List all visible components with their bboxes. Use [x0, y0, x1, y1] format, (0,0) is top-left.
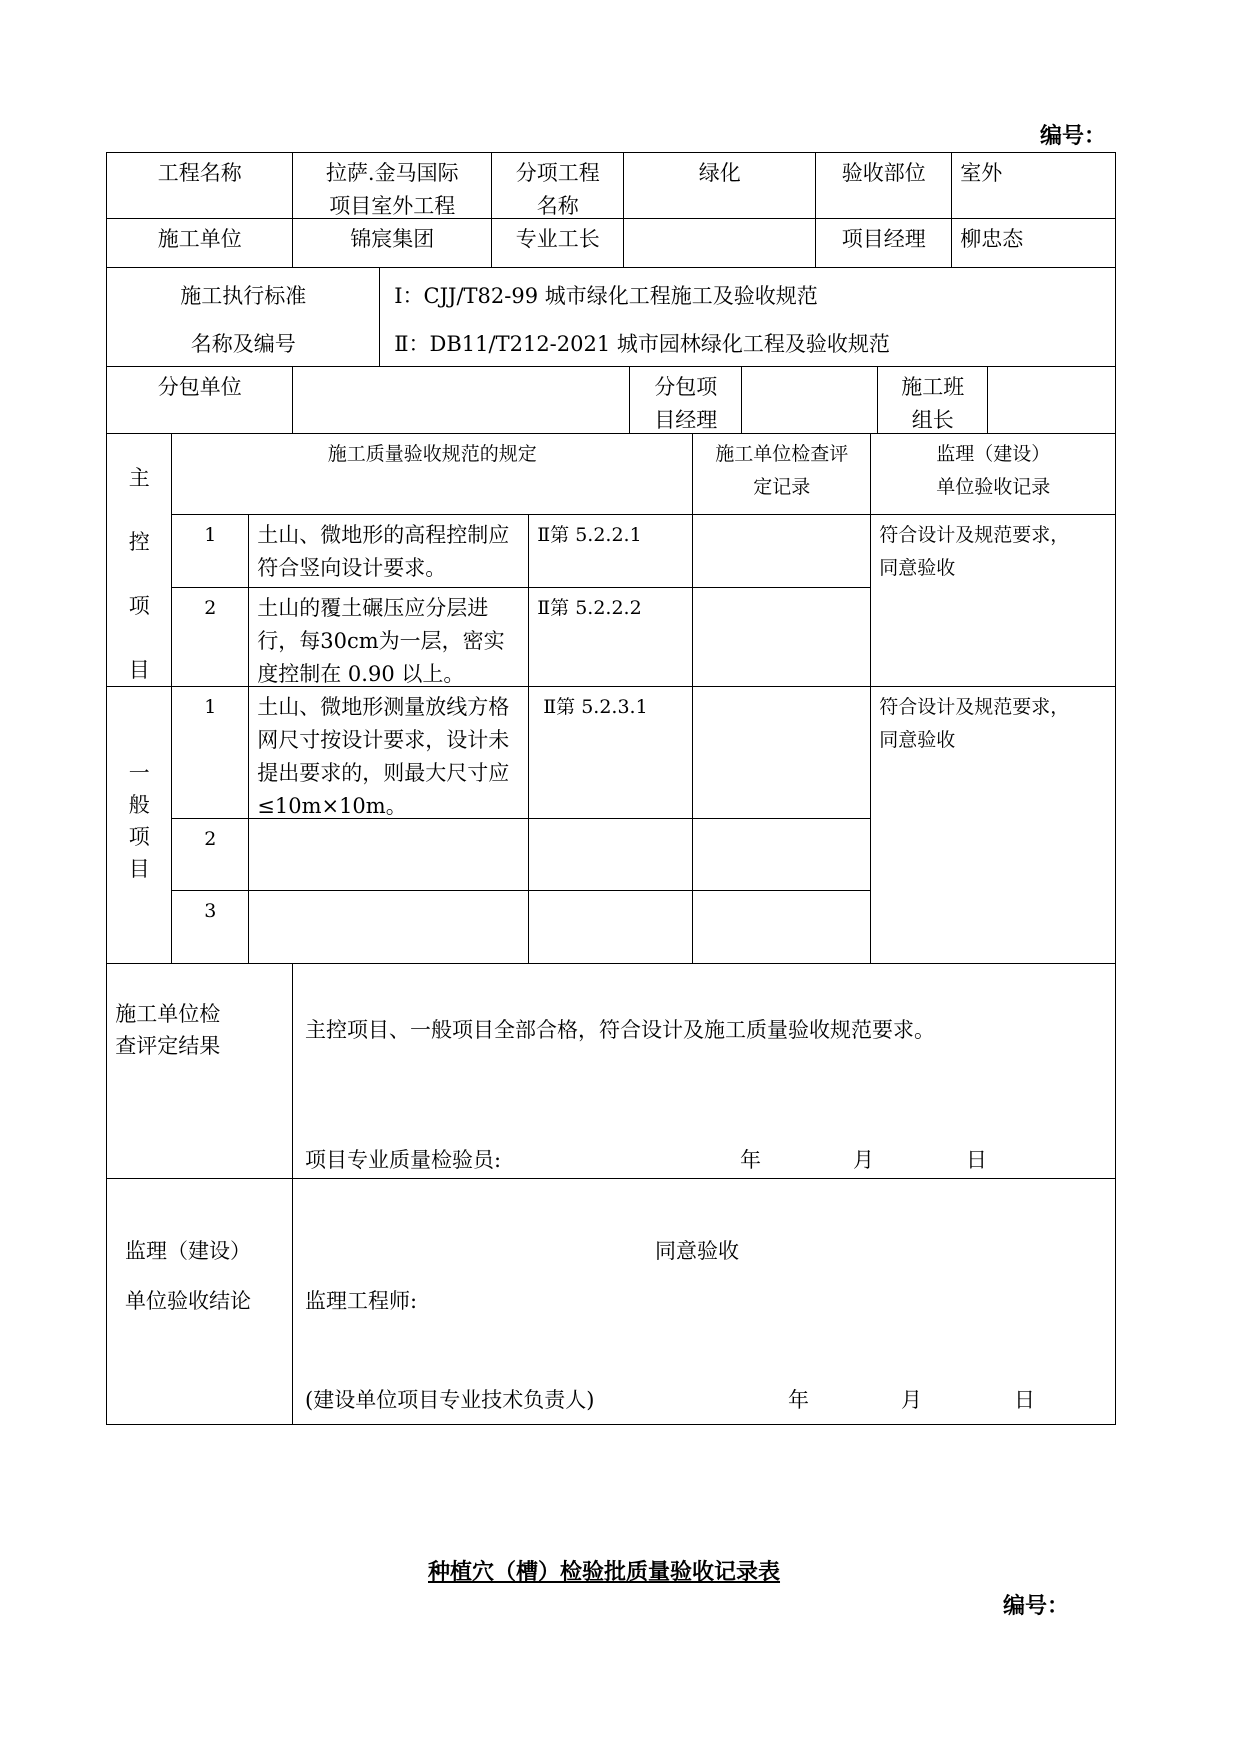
general-supervise: 符合设计及规范要求， 同意验收	[870, 686, 1116, 964]
main-item-no: 2	[171, 587, 249, 687]
main-item-ref: Ⅱ第 5.2.2.1	[528, 514, 693, 588]
general-items-label: 一 般 项 目	[106, 686, 172, 964]
standard-1: Ⅰ：CJJ/T82-99 城市绿化工程施工及验收规范	[394, 284, 818, 309]
general-item-desc	[248, 818, 529, 891]
result-month: 月	[853, 1148, 874, 1172]
supervision-conclusion: 同意验收	[655, 1239, 739, 1263]
doc-number-label: 编号：	[1040, 124, 1107, 149]
result-day: 日	[966, 1148, 987, 1172]
main-items-label: 主 控 项 目	[106, 433, 172, 687]
spec-header: 施工质量验收规范的规定	[171, 433, 693, 515]
general-item-ref	[528, 890, 693, 964]
standard-cell	[379, 267, 1116, 367]
main-item-no: 1	[171, 514, 249, 588]
project-name: 拉萨.金马国际 项目室外工程	[292, 152, 492, 219]
engineer-label: 监理工程师:	[305, 1289, 418, 1313]
supervision-day: 日	[1014, 1388, 1035, 1412]
general-item-no: 1	[171, 686, 249, 819]
team-leader-label: 施工班 组长	[877, 366, 988, 434]
general-item-no: 3	[171, 890, 249, 964]
accept-part: 室外	[951, 152, 1116, 219]
team-leader	[987, 366, 1116, 434]
supervision-label-2: 单位验收结论	[125, 1289, 251, 1313]
check-header: 施工单位检查评 定记录	[692, 433, 871, 515]
result-year: 年	[740, 1148, 761, 1172]
next-doc-number-label: 编号：	[1003, 1594, 1070, 1619]
pm: 柳忠态	[951, 218, 1116, 268]
foreman	[623, 218, 816, 268]
general-item-ref	[528, 818, 693, 891]
supervision-month: 月	[901, 1388, 922, 1412]
general-item-check	[692, 818, 871, 891]
foreman-label: 专业工长	[491, 218, 624, 268]
owner-label: (建设单位项目专业技术负责人)	[305, 1388, 595, 1412]
general-item-desc	[248, 890, 529, 964]
standard-2: Ⅱ：DB11/T212-2021 城市园林绿化工程及验收规范	[394, 332, 890, 357]
general-item-check	[692, 686, 871, 819]
next-form-title: 种植穴（槽）检验批质量验收记录表	[428, 1560, 781, 1585]
general-item-no: 2	[171, 818, 249, 891]
supervise-header: 监理（建设） 单位验收记录	[870, 433, 1116, 515]
general-item-desc: 土山、微地形测量放线方格网尺寸按设计要求，设计未提出要求的，则最大尺寸应≤10m×10m。	[248, 686, 529, 819]
subitem-value: 绿化	[623, 152, 816, 219]
contractor-label: 施工单位	[106, 218, 293, 268]
subcontractor	[292, 366, 630, 434]
inspector-label: 项目专业质量检验员:	[305, 1148, 502, 1172]
supervision-label-1: 监理（建设）	[125, 1239, 251, 1263]
main-item-check	[692, 514, 871, 588]
project-name-label: 工程名称	[106, 152, 293, 219]
main-supervise: 符合设计及规范要求， 同意验收	[870, 514, 1116, 687]
sub-pm-label: 分包项 目经理	[629, 366, 742, 434]
general-item-check	[692, 890, 871, 964]
main-item-desc: 土山、微地形的高程控制应符合竖向设计要求。	[248, 514, 529, 588]
pm-label: 项目经理	[815, 218, 952, 268]
main-item-desc: 土山的覆土碾压应分层进行，每30cm为一层，密实度控制在 0.90 以上。	[248, 587, 529, 687]
general-item-ref: Ⅱ第 5.2.3.1	[528, 686, 693, 819]
subcontractor-label: 分包单位	[106, 366, 293, 434]
main-item-check	[692, 587, 871, 687]
standard-label: 施工执行标准 名称及编号	[106, 267, 380, 367]
result-text: 主控项目、一般项目全部合格，符合设计及施工质量验收规范要求。	[305, 1018, 935, 1042]
main-item-ref: Ⅱ第 5.2.2.2	[528, 587, 693, 687]
supervision-year: 年	[788, 1388, 809, 1412]
accept-part-label: 验收部位	[815, 152, 952, 219]
subitem-label: 分项工程 名称	[491, 152, 624, 219]
result-label: 施工单位检 查评定结果	[106, 963, 293, 1179]
sub-pm	[741, 366, 878, 434]
contractor: 锦宸集团	[292, 218, 492, 268]
